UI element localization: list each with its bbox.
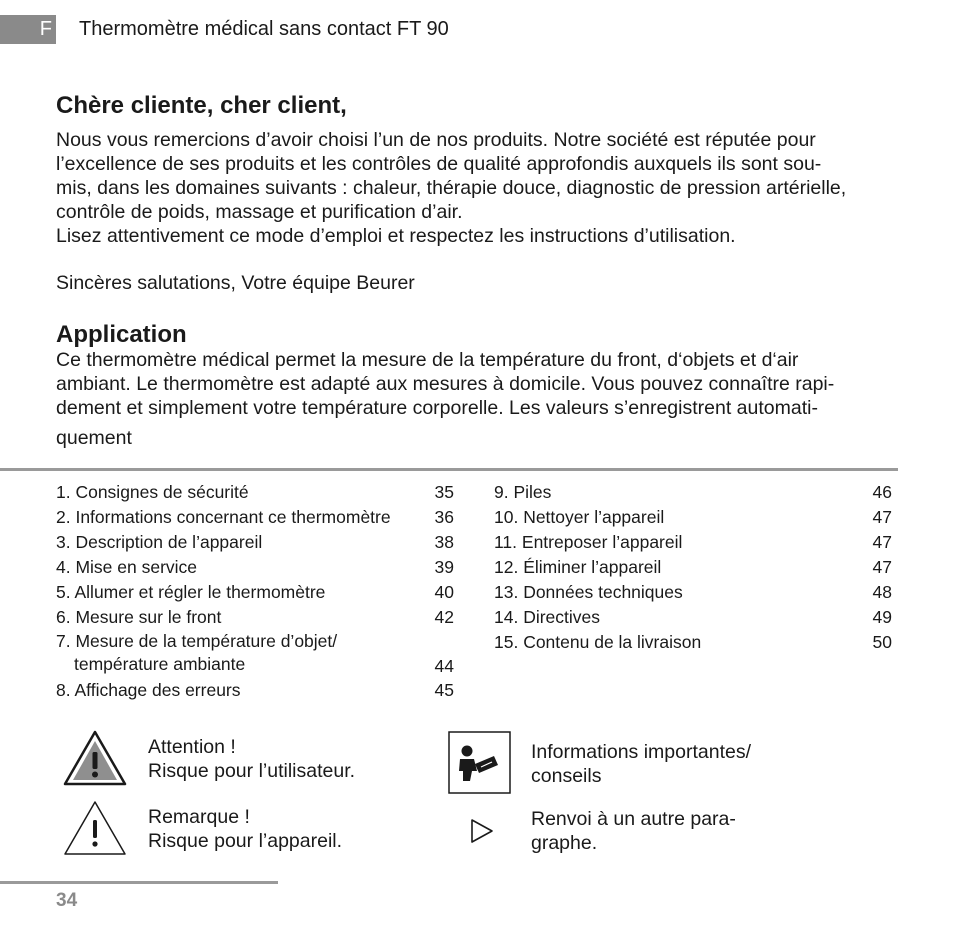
toc-label: 3. Description de l’appareil bbox=[56, 532, 263, 552]
warning-triangle-outline-icon bbox=[62, 799, 128, 857]
application-line: quement bbox=[56, 427, 132, 449]
toc-page: 47 bbox=[872, 557, 892, 577]
intro-line: Nous vous remercions d’avoir choisi l’un de nos produits. Notre société est réputée pour bbox=[56, 129, 816, 151]
toc-entry[interactable] bbox=[56, 678, 454, 703]
toc-page: 39 bbox=[434, 557, 454, 577]
application-paragraph bbox=[56, 348, 906, 450]
toc-page: 47 bbox=[872, 507, 892, 527]
info-reader-icon bbox=[448, 731, 511, 794]
intro-line: mis, dans les domaines suivants : chaleur, thérapie douce, diagnostic de pression artérielle, bbox=[56, 177, 847, 199]
toc-label bbox=[56, 630, 337, 678]
language-tab: F bbox=[0, 15, 56, 44]
application-line: ambiant. Le thermomètre est adapté aux mesures à domicile. Vous pouvez connaître rapi- bbox=[56, 373, 835, 395]
toc-entry[interactable] bbox=[56, 530, 454, 555]
page-number: 34 bbox=[56, 890, 78, 911]
toc-label: 5. Allumer et régler le thermomètre bbox=[56, 582, 326, 602]
toc-entry[interactable] bbox=[56, 630, 454, 678]
toc-page: 50 bbox=[872, 632, 892, 652]
toc-page: 42 bbox=[434, 607, 454, 627]
toc-entry[interactable] bbox=[494, 555, 892, 580]
toc-entry[interactable] bbox=[494, 480, 892, 505]
toc-entry[interactable] bbox=[56, 605, 454, 630]
application-line: dement et simplement votre température corporelle. Les valeurs s’enregistrent automati- bbox=[56, 397, 818, 419]
toc-page: 46 bbox=[872, 482, 892, 502]
toc-page: 40 bbox=[434, 582, 454, 602]
toc-page: 44 bbox=[434, 656, 454, 676]
toc-label: 13. Données techniques bbox=[494, 582, 683, 602]
toc-label: 10. Nettoyer l’appareil bbox=[494, 507, 665, 527]
legend-remarque-desc: Risque pour l’appareil. bbox=[148, 830, 343, 852]
legend-info-title: Informations importantes/ bbox=[531, 741, 752, 763]
toc-label: 15. Contenu de la livraison bbox=[494, 632, 702, 652]
toc-label: 6. Mesure sur le front bbox=[56, 607, 222, 627]
toc-entry[interactable] bbox=[56, 555, 454, 580]
toc-label-line: température ambiante bbox=[74, 654, 246, 674]
toc-entry[interactable] bbox=[56, 480, 454, 505]
toc-entry[interactable] bbox=[56, 505, 454, 530]
intro-heading: Chère cliente, cher client, bbox=[56, 92, 347, 119]
toc-label: 4. Mise en service bbox=[56, 557, 198, 577]
legend-attention bbox=[148, 735, 355, 783]
legend-attention-title: Attention ! bbox=[148, 736, 236, 758]
toc-label: 2. Informations concernant ce thermomètre bbox=[56, 507, 391, 527]
application-heading: Application bbox=[56, 321, 187, 348]
toc-entry[interactable] bbox=[494, 605, 892, 630]
intro-line: Lisez attentivement ce mode d’emploi et respectez les instructions d’utilisation. bbox=[56, 225, 736, 247]
application-line: Ce thermomètre médical permet la mesure de la température du front, d‘objets et d‘air bbox=[56, 349, 799, 371]
toc-page: 47 bbox=[872, 532, 892, 552]
toc-entry[interactable] bbox=[494, 580, 892, 605]
intro-line: l’excellence de ses produits et les contrôles de qualité approfondis auxquels ils sont sou- bbox=[56, 153, 822, 175]
legend-info-desc: conseils bbox=[531, 765, 602, 787]
toc-label: 12. Éliminer l’appareil bbox=[494, 557, 662, 577]
section-divider bbox=[0, 468, 898, 471]
toc-page: 45 bbox=[434, 680, 454, 700]
toc-entry[interactable] bbox=[494, 630, 892, 655]
toc-entry[interactable] bbox=[494, 505, 892, 530]
legend-attention-desc: Risque pour l’utilisateur. bbox=[148, 760, 356, 782]
toc-page: 49 bbox=[872, 607, 892, 627]
legend-renvoi-title: Renvoi à un autre para- bbox=[531, 808, 736, 830]
toc-page: 38 bbox=[434, 532, 454, 552]
toc-label: 1. Consignes de sécurité bbox=[56, 482, 249, 502]
toc-label: 9. Piles bbox=[494, 482, 552, 502]
intro-paragraph bbox=[56, 128, 906, 248]
arrow-right-icon bbox=[470, 818, 494, 844]
toc-entry[interactable] bbox=[56, 580, 454, 605]
legend-remarque-title: Remarque ! bbox=[148, 806, 250, 828]
intro-line: contrôle de poids, massage et purification d’air. bbox=[56, 201, 463, 223]
toc-left-column bbox=[56, 480, 454, 703]
legend-renvoi bbox=[531, 807, 736, 855]
toc-page: 36 bbox=[434, 507, 454, 527]
legend-renvoi-desc: graphe. bbox=[531, 832, 598, 854]
intro-closing: Sincères salutations, Votre équipe Beurer bbox=[56, 272, 415, 294]
legend-remarque bbox=[148, 805, 342, 853]
legend-info bbox=[531, 740, 751, 788]
toc-entry[interactable] bbox=[494, 530, 892, 555]
toc-label: 14. Directives bbox=[494, 607, 601, 627]
warning-triangle-icon bbox=[62, 729, 128, 787]
toc-right-column bbox=[494, 480, 892, 655]
toc-label: 11. Entreposer l’appareil bbox=[494, 532, 683, 552]
document-title: Thermomètre médical sans contact FT 90 bbox=[79, 18, 449, 40]
toc-page: 48 bbox=[872, 582, 892, 602]
toc-label-line: 7. Mesure de la température d’objet/ bbox=[56, 631, 338, 651]
toc-page: 35 bbox=[434, 482, 454, 502]
footer-divider bbox=[0, 881, 278, 884]
toc-label: 8. Affichage des erreurs bbox=[56, 680, 241, 700]
